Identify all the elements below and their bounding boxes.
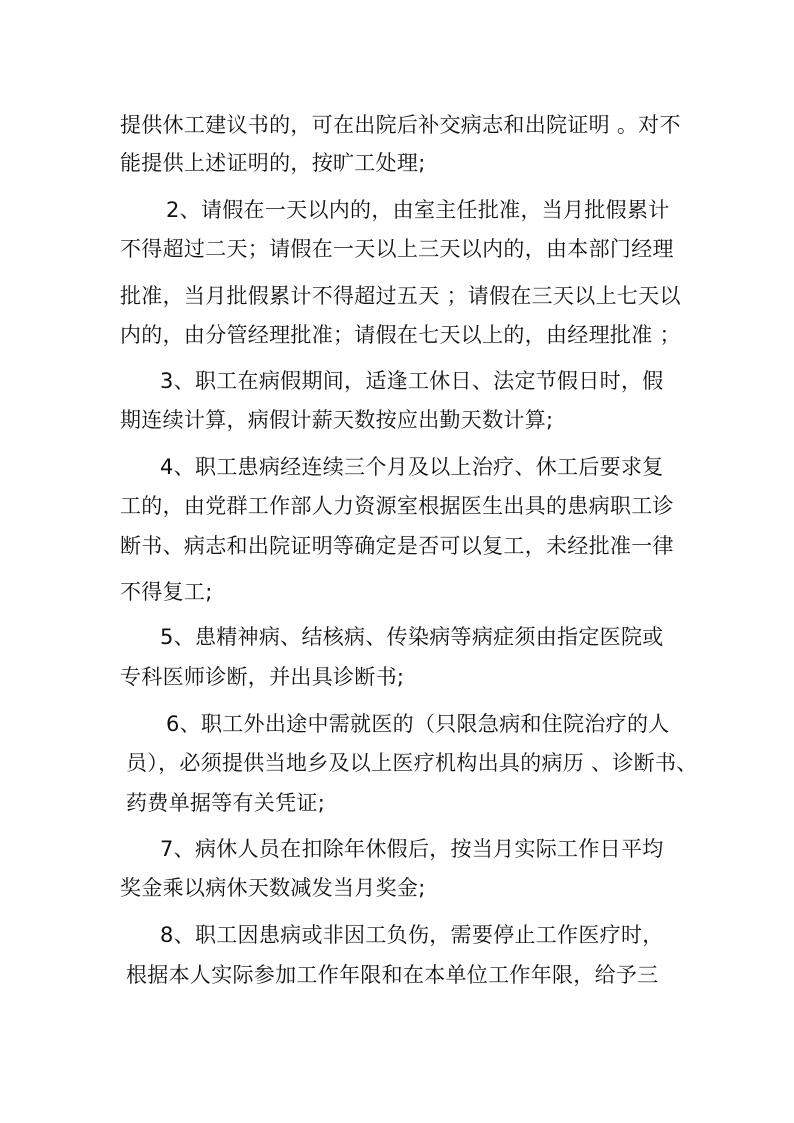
text-line-16: 员），必须提供当地乡及以上医疗机构出具的病历 、诊断书、 [126,751,698,775]
text-line-4: 不得超过二天；请假在一天以上三天以内的，由本部门经理 [120,237,674,261]
text-line-11: 断书、病志和出院证明等确定是否可以复工，未经批准一律 [120,534,674,558]
text-line-12: 不得复工; [120,580,213,604]
text-line-1: 提供休工建议书的，可在出院后补交病志和出院证明 。对不 [120,113,681,137]
text-line-10: 工的，由党群工作部人力资源室根据医生出具的患病职工诊 [120,494,674,518]
text-line-9: 4、职工患病经连续三个月及以上治疗、休工后要求复 [160,455,664,479]
text-line-17: 药费单据等有关凭证; [126,791,326,815]
text-line-13: 5、患精神病、结核病、传染病等病症须由指定医院或 [160,625,664,649]
text-line-2: 能提供上述证明的，按旷工处理; [120,151,426,175]
text-line-6: 内的，由分管经理批准；请假在七天以上的，由经理批准 ； [120,323,681,347]
text-line-20: 8、职工因患病或非因工负伤，需要停止工作医疗时， [160,923,664,947]
text-line-3: 2、请假在一天以内的，由室主任批准，当月批假累计 [166,198,670,222]
text-line-18: 7、病休人员在扣除年休假后，按当月实际工作日平均 [160,837,664,861]
text-line-5: 批准，当月批假累计不得超过五天 ；请假在三天以上七天以 [120,284,681,308]
text-line-14: 专科医师诊断，并出具诊断书; [120,665,405,689]
text-line-8: 期连续计算，病假计薪天数按应出勤天数计算; [120,408,554,432]
text-line-21: 根据本人实际参加工作年限和在本单位工作年限，给予三 [126,963,659,987]
text-line-15: 6、职工外出途中需就医的（只限急病和住院治疗的人 [166,712,670,736]
text-line-7: 3、职工在病假期间，适逢工休日、法定节假日时，假 [160,369,664,393]
text-line-19: 奖金乘以病休天数减发当月奖金; [120,876,426,900]
